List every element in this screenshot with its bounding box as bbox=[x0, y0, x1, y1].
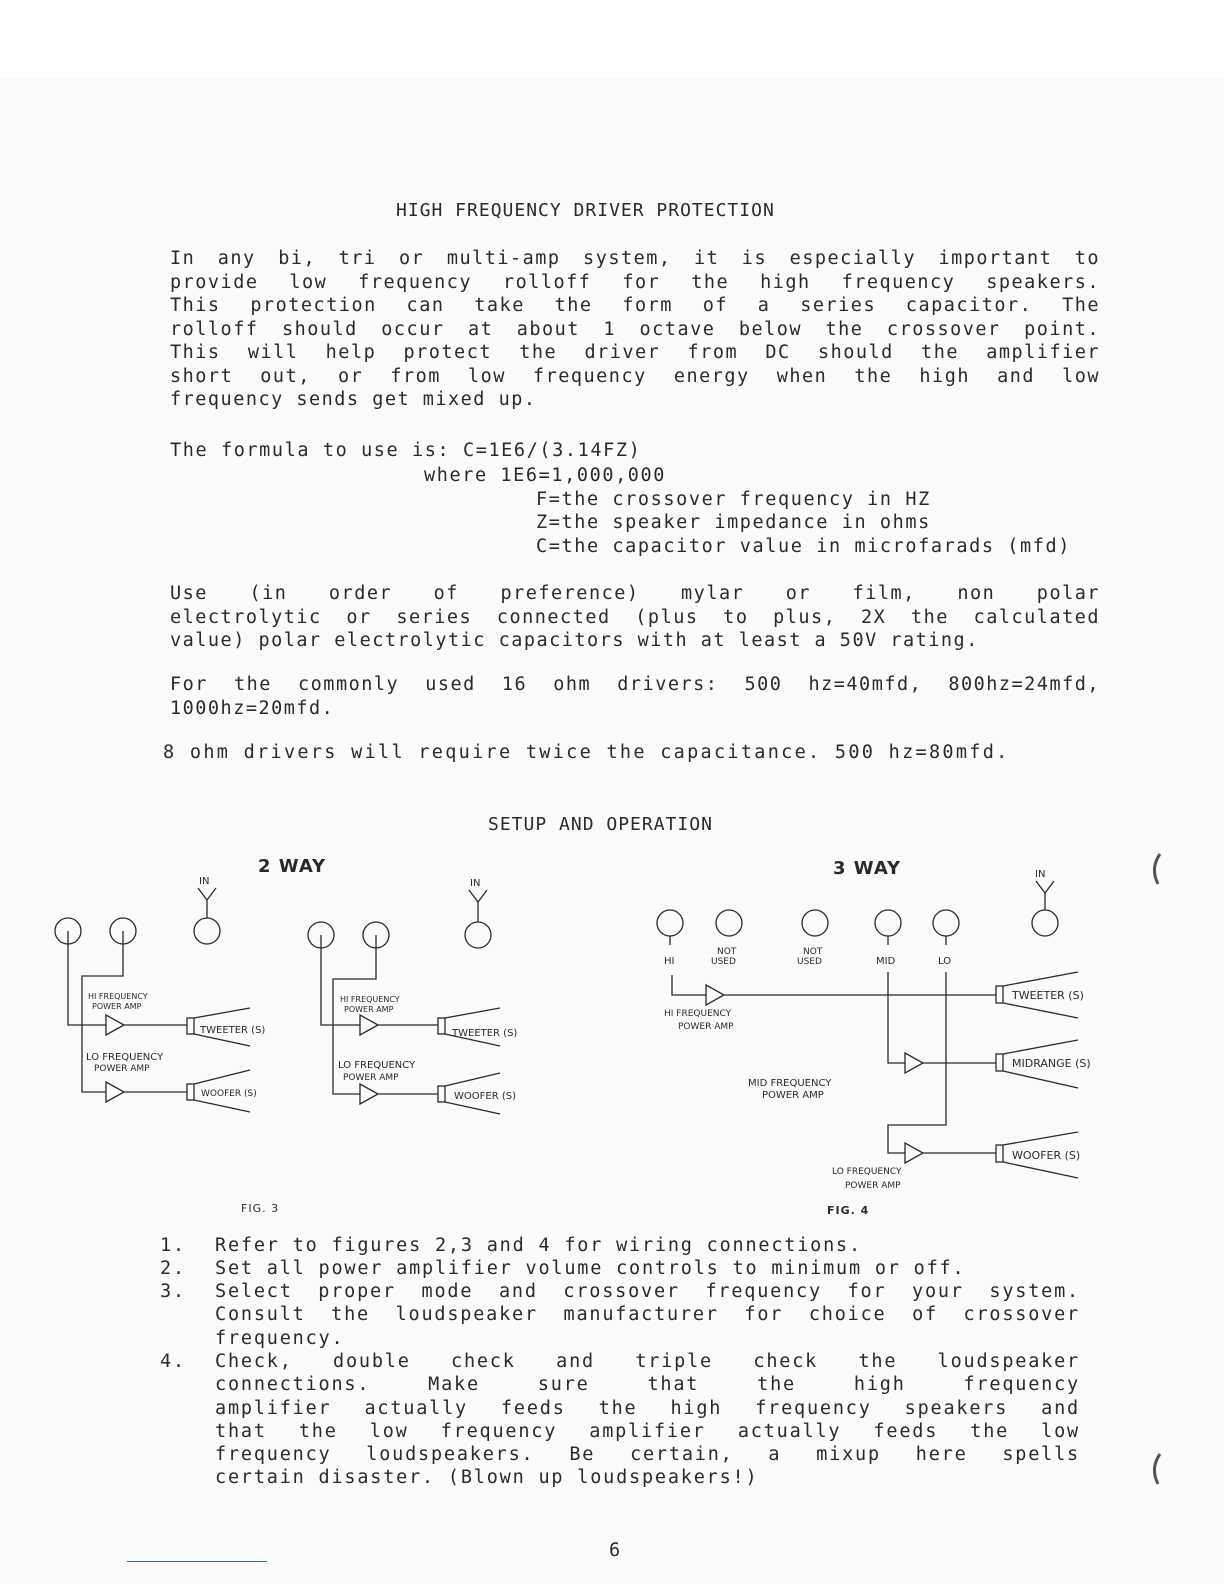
step-line: frequency loudspeakers. Be certain, a mixup here spells bbox=[215, 1444, 1080, 1466]
hi-amp-triangle bbox=[706, 985, 724, 1005]
step-line: Set all power amplifier volume controls to minimum or off. bbox=[215, 1258, 966, 1279]
woofer-magnet bbox=[187, 1084, 194, 1100]
woofer-label: WOOFER (S) bbox=[454, 1091, 516, 1102]
step-line: Refer to figures 2,3 and 4 for wiring connections. bbox=[215, 1235, 862, 1256]
knob-stems bbox=[670, 936, 946, 945]
step-line: connections. Make sure that the high frequency bbox=[215, 1374, 1080, 1396]
mid-amp-label-2: POWER AMP bbox=[762, 1090, 824, 1101]
page-number: 6 bbox=[609, 1540, 622, 1561]
knob-label-used: USED bbox=[797, 957, 822, 967]
midrange-magnet bbox=[996, 1054, 1003, 1071]
binding-mark bbox=[1154, 1454, 1160, 1484]
fig3-title: 2 WAY bbox=[258, 856, 327, 877]
input-arrow bbox=[198, 888, 216, 918]
knob-label-hi: HI bbox=[664, 956, 675, 967]
lo-amp-triangle bbox=[360, 1084, 378, 1104]
midrange-label: MIDRANGE (S) bbox=[1012, 1057, 1091, 1070]
knob-label-not: NOT bbox=[717, 947, 737, 957]
knob-label-mid: MID bbox=[876, 956, 896, 967]
knob-not-used-2 bbox=[802, 910, 828, 936]
step-number: 3. bbox=[160, 1281, 186, 1302]
step-number: 4. bbox=[160, 1351, 186, 1372]
step-line: Select proper mode and crossover frequency for your system. bbox=[215, 1281, 1080, 1302]
wire-hi bbox=[672, 975, 706, 995]
lo-amp-label-2: POWER AMP bbox=[845, 1181, 901, 1191]
paragraph-line: This will help protect the driver from DC should the amplifier bbox=[170, 342, 1100, 363]
formula-def-f: F=the crossover frequency in HZ bbox=[536, 489, 931, 510]
step-line: Consult the loudspeaker manufacturer for choice of crossover bbox=[215, 1304, 1080, 1326]
step-number: 1. bbox=[160, 1235, 186, 1256]
mid-amp-triangle bbox=[905, 1053, 923, 1073]
fig4-title: 3 WAY bbox=[833, 858, 902, 879]
input-arrow bbox=[469, 890, 487, 922]
step-line: certain disaster. (Blown up loudspeakers!) bbox=[215, 1467, 759, 1489]
fig4-unit bbox=[657, 869, 1091, 1191]
eight-ohm-note: 8 ohm drivers will require twice the capacitance. 500 hz=80mfd. bbox=[163, 742, 1010, 763]
step-2 bbox=[160, 1257, 1080, 1281]
lo-amp-label-1: LO FREQUENCY bbox=[86, 1052, 164, 1063]
fig3-unit-b bbox=[308, 878, 517, 1114]
paragraph-line: This protection can take the form of a series capacitor. The bbox=[170, 295, 1100, 316]
tweeter-cone bbox=[445, 1008, 500, 1046]
knob-label-used: USED bbox=[711, 957, 736, 967]
paragraph-line: 1000hz=20mfd. bbox=[170, 697, 335, 719]
lo-amp-label-2: POWER AMP bbox=[94, 1064, 150, 1074]
hi-amp-label-1: HI FREQUENCY bbox=[88, 992, 148, 1001]
paragraph-line: Use (in order of preference) mylar or film, non polar bbox=[170, 583, 1100, 604]
input-jack bbox=[1032, 910, 1058, 936]
formula-intro: The formula to use is: C=1E6/(3.14FZ) bbox=[170, 440, 642, 461]
wiring-diagrams bbox=[0, 860, 1224, 1220]
hi-amp-label-1: HI FREQUENCY bbox=[340, 995, 400, 1004]
capacitor-type-paragraph bbox=[170, 582, 1100, 653]
knob-hi bbox=[657, 910, 683, 936]
paragraph-line: In any bi, tri or multi-amp system, it is especially important to bbox=[170, 248, 1100, 269]
lo-amp-triangle bbox=[106, 1082, 124, 1102]
formula-def-z: Z=the speaker impedance in ohms bbox=[536, 512, 931, 533]
section-title-hf-protection: HIGH FREQUENCY DRIVER PROTECTION bbox=[396, 200, 775, 221]
in-label: IN bbox=[470, 878, 481, 889]
hi-amp-label-2: POWER AMP bbox=[92, 1002, 142, 1011]
step-line: Check, double check and triple check the loudspeaker bbox=[215, 1351, 1080, 1372]
mid-amp-label-1: MID FREQUENCY bbox=[748, 1078, 832, 1089]
hi-amp-label-2: POWER AMP bbox=[344, 1005, 394, 1014]
knob-not-used-1 bbox=[716, 910, 742, 936]
hi-amp-triangle bbox=[106, 1015, 124, 1035]
tweeter-magnet bbox=[996, 986, 1003, 1003]
input-arrow bbox=[1036, 881, 1054, 910]
step-3 bbox=[160, 1280, 1080, 1350]
knob-label-lo: LO bbox=[938, 956, 952, 967]
in-label: IN bbox=[1035, 869, 1046, 880]
step-4 bbox=[160, 1350, 1080, 1490]
tweeter-label: TWEETER (S) bbox=[1012, 989, 1084, 1002]
step-1 bbox=[160, 1234, 1080, 1258]
paragraph-line: electrolytic or series connected (plus to plus, 2X the calculated bbox=[170, 606, 1100, 628]
lo-amp-label-1: LO FREQUENCY bbox=[832, 1167, 902, 1177]
step-number: 2. bbox=[160, 1258, 186, 1279]
hi-amp-triangle bbox=[360, 1015, 378, 1035]
step-line: that the low frequency amplifier actually feeds the low bbox=[215, 1420, 1080, 1442]
fig3-unit-a bbox=[55, 876, 265, 1112]
tweeter-magnet bbox=[187, 1018, 194, 1034]
paragraph-line: frequency sends get mixed up. bbox=[170, 389, 537, 410]
fig4-caption: FIG. 4 bbox=[827, 1204, 870, 1217]
paragraph-line: provide low frequency rolloff for the high frequency speakers. bbox=[170, 271, 1100, 293]
step-line: frequency. bbox=[215, 1327, 345, 1349]
tweeter-label: TWEETER (S) bbox=[452, 1028, 518, 1039]
binding-mark bbox=[1154, 854, 1160, 884]
input-jack bbox=[465, 922, 491, 948]
lo-amp-triangle bbox=[905, 1143, 923, 1163]
woofer-magnet bbox=[438, 1086, 445, 1102]
knob-label-not: NOT bbox=[803, 947, 823, 957]
lo-amp-label-2: POWER AMP bbox=[343, 1073, 399, 1083]
input-jack bbox=[194, 918, 220, 944]
woofer-magnet bbox=[996, 1145, 1003, 1162]
lo-amp-label-1: LO FREQUENCY bbox=[338, 1060, 416, 1071]
formula-where: where 1E6=1,000,000 bbox=[424, 465, 667, 486]
knob-lo bbox=[933, 910, 959, 936]
section-title-setup: SETUP AND OPERATION bbox=[488, 814, 713, 835]
wire-mid bbox=[888, 972, 905, 1063]
paragraph-line: rolloff should occur at about 1 octave below the crossover point. bbox=[170, 318, 1100, 340]
woofer-label: WOOFER (S) bbox=[201, 1089, 257, 1099]
fig3-caption: FIG. 3 bbox=[241, 1202, 280, 1215]
hi-amp-label-2: POWER AMP bbox=[678, 1022, 734, 1032]
paragraph-line: value) polar electrolytic capacitors with at least a 50V rating. bbox=[170, 630, 979, 651]
paragraph-line: short out, or from low frequency energy when the high and low bbox=[170, 365, 1100, 387]
footer-link-underline bbox=[127, 1561, 267, 1562]
intro-paragraph bbox=[170, 247, 1100, 412]
knob-mid bbox=[875, 910, 901, 936]
step-line: amplifier actually feeds the high frequency speakers and bbox=[215, 1397, 1080, 1419]
common-values-paragraph bbox=[170, 673, 1100, 720]
tweeter-magnet bbox=[438, 1018, 445, 1034]
tweeter-label: TWEETER (S) bbox=[200, 1025, 266, 1036]
in-label: IN bbox=[199, 876, 210, 887]
hi-amp-label-1: HI FREQUENCY bbox=[664, 1009, 732, 1019]
scan-artifacts bbox=[1140, 840, 1180, 1500]
formula-def-c: C=the capacitor value in microfarads (mfd) bbox=[536, 536, 1071, 557]
woofer-label: WOOFER (S) bbox=[1012, 1149, 1081, 1162]
paragraph-line: For the commonly used 16 ohm drivers: 500 hz=40mfd, 800hz=24mfd, bbox=[170, 674, 1100, 695]
